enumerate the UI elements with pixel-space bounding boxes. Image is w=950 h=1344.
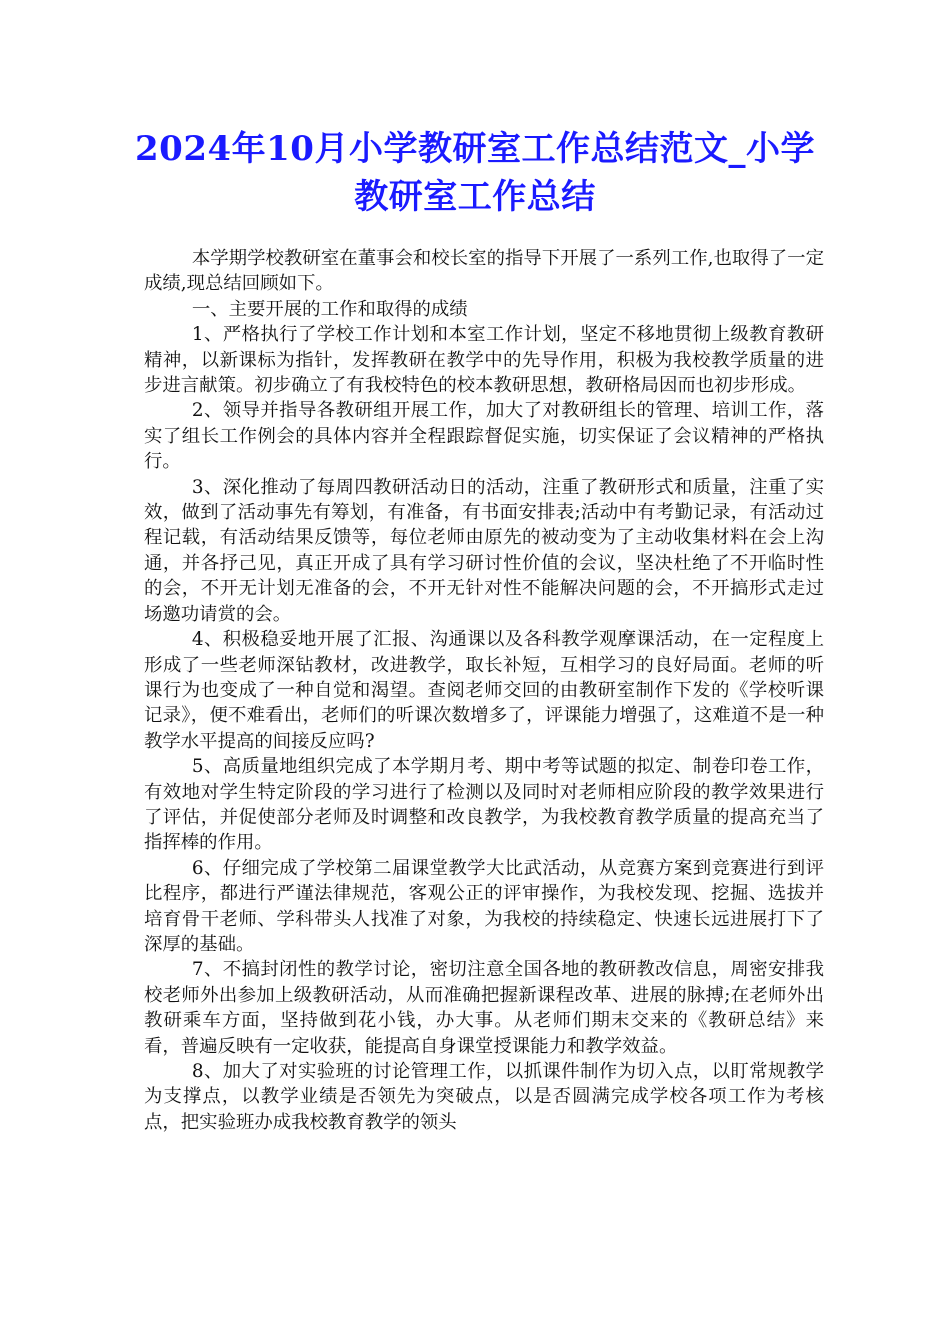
paragraph-item-6: 6、仔细完成了学校第二届课堂教学大比武活动，从竞赛方案到竞赛进行到评比程序，都进行严谨法律规范，客观公正的评审操作，为我校发现、挖掘、选拔并培育骨干老师、学科带头人找准了对象，为我校的持续稳定、快速长远进展打下了深厚的基础。 (144, 857, 824, 955)
paragraph-item-1: 1、严格执行了学校工作计划和本室工作计划，坚定不移地贯彻上级教育教研精神，以新课标为指针，发挥教研在教学中的先导作用，积极为我校教学质量的进步进言献策。初步确立了有我校特色的校本教研思想，教研格局因而也初步形成。 (144, 324, 824, 397)
document-body (144, 246, 824, 1135)
paragraph-item-2: 2、领导并指导各教研组开展工作，加大了对教研组长的管理、培训工作，落实了组长工作例会的具体内容并全程跟踪督促实施，切实保证了会议精神的严格执行。 (144, 400, 824, 473)
section-heading: 一、主要开展的工作和取得的成绩 (191, 298, 468, 320)
paragraph-item-8: 8、加大了对实验班的讨论管理工作，以抓课件制作为切入点，以盯常规教学为支撑点，以教学业绩是否领先为突破点，以是否圆满完成学校各项工作为考核点，把实验班办成我校教育教学的领头 (144, 1061, 824, 1133)
document-title: 2024年10月小学教研室工作总结范文_小学教研室工作总结 (135, 129, 815, 217)
paragraph-item-5: 5、高质量地组织完成了本学期月考、期中考等试题的拟定、制卷印卷工作，有效地对学生特定阶段的学习进行了检测以及同时对老师相应阶段的教学效果进行了评估，并促使部分老师及时调整和改良教学，为我校教育教学质量的提高充当了指挥棒的作用。 (144, 756, 824, 854)
paragraph-item-3: 3、深化推动了每周四教研活动日的活动，注重了教研形式和质量，注重了实效，做到了活动事先有筹划，有准备，有书面安排表;活动中有考勤记录，有活动过程记载，有活动结果反馈等，每位老师由原先的被动变为了主动收集材料在会上沟通，并各抒己见，真正开成了具有学习研讨性价值的会议，坚决杜绝了不开临时性的会，不开无计划无准备的会，不开无针对性不能解决问题的会，不开搞形式走过场邀功请赏的会。 (144, 476, 824, 625)
paragraph-item-4: 4、积极稳妥地开展了汇报、沟通课以及各科教学观摩课活动，在一定程度上形成了一些老师深钻教材，改进教学，取长补短，互相学习的良好局面。老师的听课行为也变成了一种自觉和渴望。查阅老师交回的由教研室制作下发的《学校听课记录》，便不难看出，老师们的听课次数增多了，评课能力增强了，这难道不是一种教学水平提高的间接反应吗? (144, 629, 824, 752)
paragraph-item-7: 7、不搞封闭性的教学讨论，密切注意全国各地的教研教改信息，周密安排我校老师外出参加上级教研活动，从而准确把握新课程改革、进展的脉搏;在老师外出教研乘车方面，坚持做到花小钱，办大事。从老师们期末交来的《教研总结》来看，普遍反映有一定收获，能提高自身课堂授课能力和教学效益。 (144, 959, 824, 1057)
paragraph-intro: 本学期学校教研室在董事会和校长室的指导下开展了一系列工作,也取得了一定成绩,现总结回顾如下。 (144, 248, 824, 295)
